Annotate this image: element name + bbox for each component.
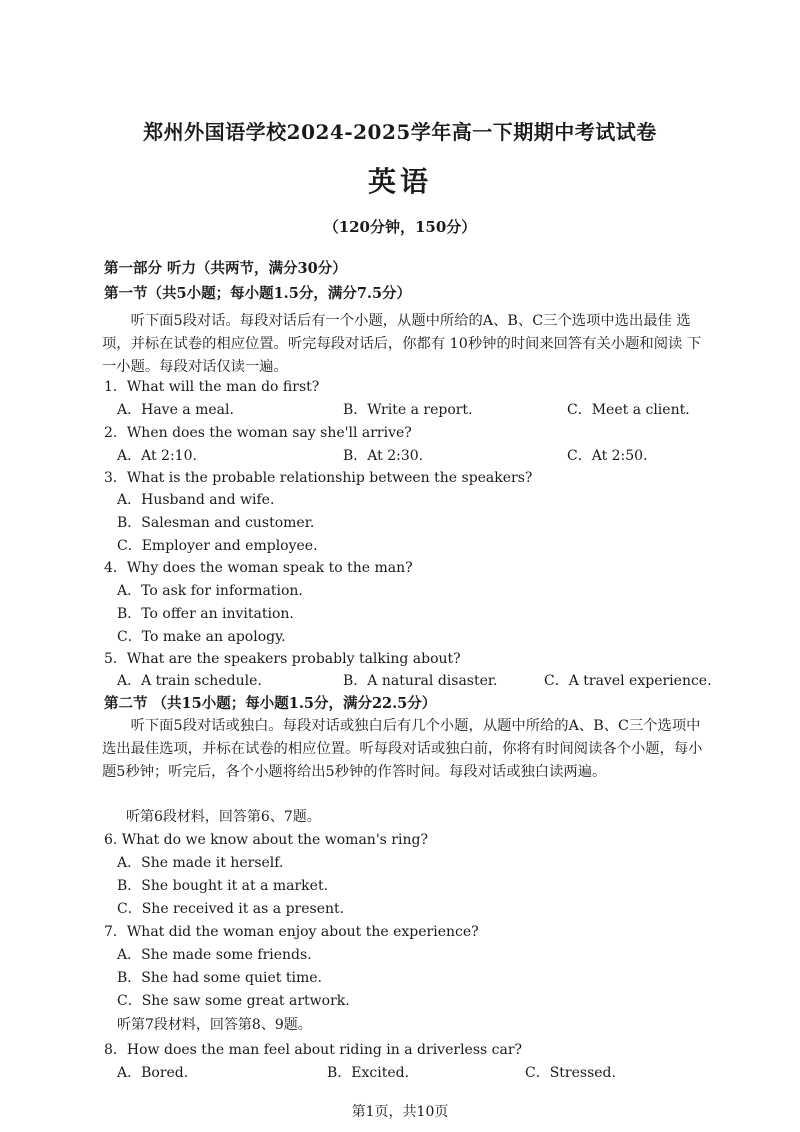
q6-option-c: C．She received it as a present. [117,901,345,917]
q3-option-c: C．Employer and employee. [117,538,318,554]
question-1: 1．What will the man do first? [104,379,320,395]
section1-instructions: 听下面5段对话。每段对话后有一个小题，从题中所给的A、B、C三个选项中选出最佳 选项，并标在试卷的相应位置。听完每段对话后，你都有 10秒钟的时间来回答有关小题和阅读 下一小题。每段对话仅读一遍。 [102,313,702,375]
q8-option-c: C．Stressed. [525,1065,616,1081]
question-4: 4．Why does the woman speak to the man? [104,560,413,576]
page-number: 第1页，共10页 [351,1104,449,1120]
q8-option-b: B．Excited. [327,1065,410,1081]
q1-option-a: A．Have a meal. [117,402,234,418]
subject-title: 英语 [367,165,432,198]
q6-option-b: B．She bought it at a market. [117,878,329,894]
section2-heading: 第二节 （共15小题；每小题1.5分，满分22.5分） [104,695,437,712]
q7-option-c: C．She saw some great artwork. [117,993,350,1009]
q6-option-a: A．She made it herself. [117,855,284,871]
q5-option-a: A．A train schedule. [117,673,262,689]
q1-option-c: C．Meet a client. [567,402,690,418]
part1-heading: 第一部分 听力（共两节，满分30分） [104,260,347,277]
question-7: 7．What did the woman enjoy about the experience? [104,924,479,940]
material-7-note: 听第7段材料，回答第8、9题。 [117,1017,312,1033]
question-2: 2．When does the woman say she'll arrive? [104,425,412,441]
question-6: 6. What do we know about the woman's ring? [104,832,428,848]
q5-option-b: B．A natural disaster. [343,673,498,689]
q2-option-a: A．At 2:10. [117,448,197,464]
q3-option-b: B．Salesman and customer. [117,515,315,531]
q1-option-b: B．Write a report. [343,402,473,418]
q4-option-b: B．To offer an invitation. [117,606,294,622]
q7-option-b: B．She had some quiet time. [117,970,322,986]
q7-option-a: A．She made some friends. [117,947,312,963]
question-5: 5．What are the speakers probably talking about? [104,651,461,667]
material-6-note: 听第6段材料，回答第6、7题。 [126,809,321,825]
time-and-score: （120分钟，150分） [323,218,477,236]
question-8: 8．How does the man feel about riding in a driverless car? [104,1042,523,1058]
q4-option-c: C．To make an apology. [117,629,286,645]
q4-option-a: A．To ask for information. [117,583,303,599]
question-3: 3．What is the probable relationship between the speakers? [104,470,533,486]
section2-instructions: 听下面5段对话或独白。每段对话或独白后有几个小题，从题中所给的A、B、C三个选项中选出最佳选项，并标在试卷的相应位置。听每段对话或独白前，你将有时间阅读各个小题，每小题5秒钟；听完后，各个小题将给出5秒钟的作答时间。每段对话或独白读两遍。 [102,718,703,780]
q2-option-c: C．At 2:50. [567,448,648,464]
q5-option-c: C．A travel experience. [544,673,712,689]
q2-option-b: B．At 2:30. [343,448,424,464]
q3-option-a: A．Husband and wife. [117,492,275,508]
exam-title: 郑州外国语学校2024-2025学年高一下期期中考试试卷 [143,120,657,144]
section1-heading: 第一节（共5小题；每小题1.5分，满分7.5分） [104,285,412,302]
q8-option-a: A．Bored. [117,1065,189,1081]
